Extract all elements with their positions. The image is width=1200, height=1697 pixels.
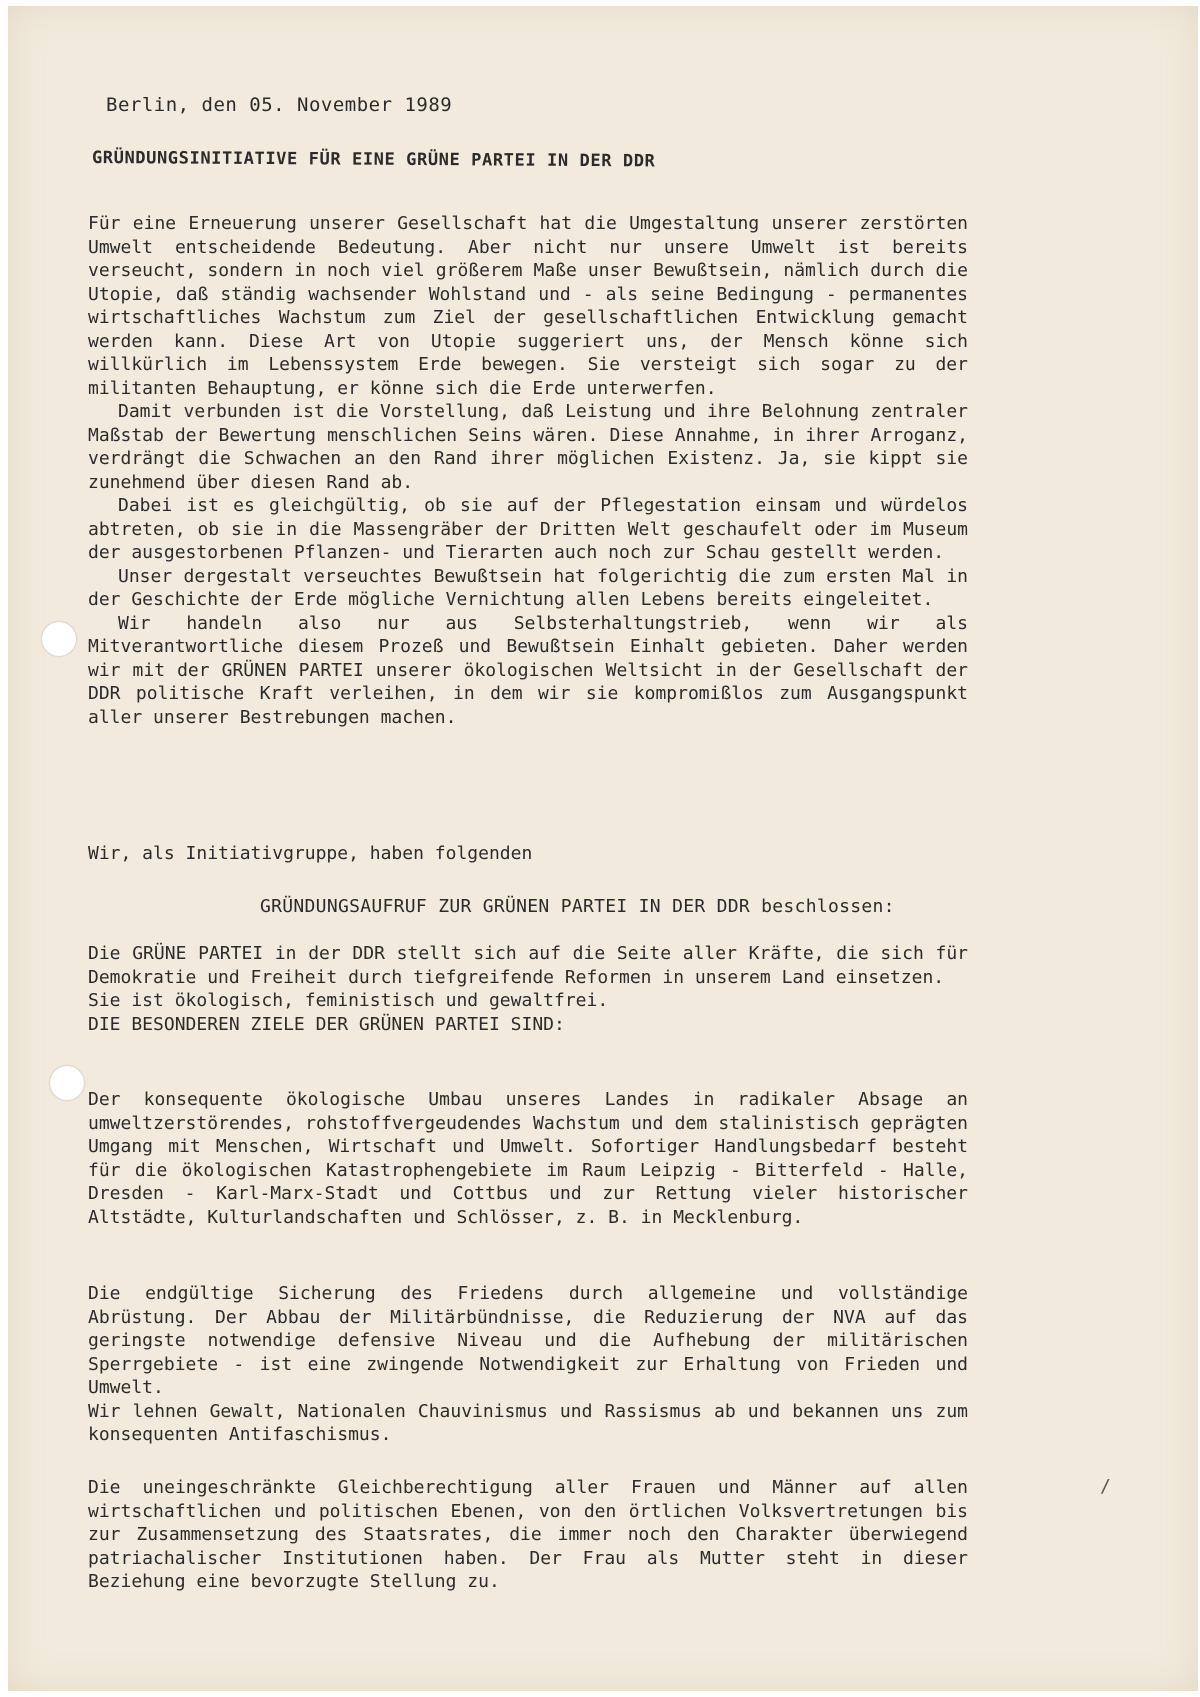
intro-paragraph-3: Dabei ist es gleichgültig, ob sie auf der Pflegestation einsam und würdelos abtreten, ob sie in die Massengräber der Dritten Welt geschaufelt oder im Museum der ausgestorbenen Pflanzen- und Tierarten auch noch zur Schau gestellt werden. xyxy=(88,495,968,563)
goals-heading: DIE BESONDEREN ZIELE DER GRÜNEN PARTEI SIND: xyxy=(88,1013,565,1035)
intro-section xyxy=(88,212,968,729)
goal-equality: Die uneingeschränkte Gleichberechtigung aller Frauen und Männer auf allen wirtschaftlichen und politischen Ebenen, von den örtlichen Volksvertretungen bis zur Zusammensetzung des Staatsrates, die immer noch den Charakter überwiegend patriachalischer Institutionen haben. Der Frau als Mutter steht in dieser Beziehung eine bevorzugte Stellung zu. xyxy=(88,1477,968,1592)
document-heading: GRÜNDUNGSINITIATIVE FÜR EINE GRÜNE PARTEI IN DER DDR xyxy=(91,148,656,172)
punch-hole-top xyxy=(42,622,76,656)
punch-hole-bottom xyxy=(50,1066,84,1100)
appeal-intro-paragraph: Die GRÜNE PARTEI in der DDR stellt sich auf die Seite aller Kräfte, die sich für Demokratie und Freiheit durch tiefgreifende Reformen in unserem Land einsetzen. xyxy=(88,943,968,988)
appeal-character-line: Sie ist ökologisch, feministisch und gewaltfrei. xyxy=(88,990,609,1011)
document-page xyxy=(8,6,1198,1691)
dateline: Berlin, den 05. November 1989 xyxy=(106,94,453,116)
appeal-intro xyxy=(88,942,968,1036)
goal-antifascism-paragraph: Wir lehnen Gewalt, Nationalen Chauvinismus und Rassismus ab und bekannen uns zum konsequenten Antifaschismus. xyxy=(88,1400,968,1445)
goal-ecology: Der konsequente ökologische Umbau unseres Landes in radikaler Absage an umweltzerstörendes, rohstoffvergeudendes Wachstum und dem stalinistisch geprägten Umgang mit Menschen, Wirtschaft und Umwelt. Sofortiger Handlungsbedarf besteht für die ökologischen Katastrophengebiete im Raum Leipzig - Bitterfeld - Halle, Dresden - Karl-Marx-Stadt und Cottbus und zur Rettung vieler historischer Altstädte, Kulturlandschaften und Schlösser, z. B. in Mecklenburg. xyxy=(88,1089,968,1228)
initiative-line: Wir, als Initiativgruppe, haben folgenden xyxy=(88,843,533,864)
intro-paragraph-1: Für eine Erneuerung unserer Gesellschaft hat die Umgestaltung unserer zerstörten Umwelt entscheidende Bedeutung. Aber nicht nur unsere Umwelt ist bereits verseucht, sondern in noch viel größerem Maße unser Bewußtsein, nämlich durch die Utopie, daß ständig wachsender Wohlstand und - als seine Bedingung - permanentes wirtschaftliches Wachstum zum Ziel der gesellschaftlichen Entwicklung gemacht werden kann. Diese Art von Utopie suggeriert uns, der Mensch könne sich willkürlich im Lebenssystem Erde bewegen. Sie versteigt sich sogar zu der militanten Behauptung, er könne sich die Erde unterwerfen. xyxy=(88,213,968,399)
intro-paragraph-5: Wir handeln also nur aus Selbsterhaltungstrieb, wenn wir als Mitverantwortliche diesem Prozeß und Bewußtsein Einhalt gebieten. Daher werden wir mit der GRÜNEN PARTEI unserer ökologischen Weltsicht in der Gesellschaft der DDR politische Kraft verleihen, in dem wir sie kompromißlos zum Ausgangspunkt aller unserer Bestrebungen machen. xyxy=(88,612,968,728)
intro-paragraph-4: Unser dergestalt verseuchtes Bewußtsein hat folgerichtig die zum ersten Mal in der Geschichte der Erde mögliche Vernichtung allen Lebens bereits eingeleitet. xyxy=(88,565,968,610)
goal-peace xyxy=(88,1282,968,1447)
margin-mark: / xyxy=(1100,1476,1111,1497)
goal-peace-paragraph: Die endgültige Sicherung des Friedens durch allgemeine und vollständige Abrüstung. Der Abbau der Militärbündnisse, die Reduzierung der NVA auf das geringste notwendige defensive Niveau und die Aufhebung der militärischen Sperrgebiete - ist eine zwingende Notwendigkeit zur Erhaltung von Frieden und Umwelt. xyxy=(88,1283,968,1398)
intro-paragraph-2: Damit verbunden ist die Vorstellung, daß Leistung und ihre Belohnung zentraler Maßstab der Bewertung menschlichen Seins wären. Diese Annahme, in ihrer Arroganz, verdrängt die Schwachen an den Rand ihrer möglichen Existenz. Ja, sie kippt sie zunehmend über diesen Rand ab. xyxy=(88,401,968,493)
appeal-title: GRÜNDUNGSAUFRUF ZUR GRÜNEN PARTEI IN DER DDR beschlossen: xyxy=(260,896,895,917)
